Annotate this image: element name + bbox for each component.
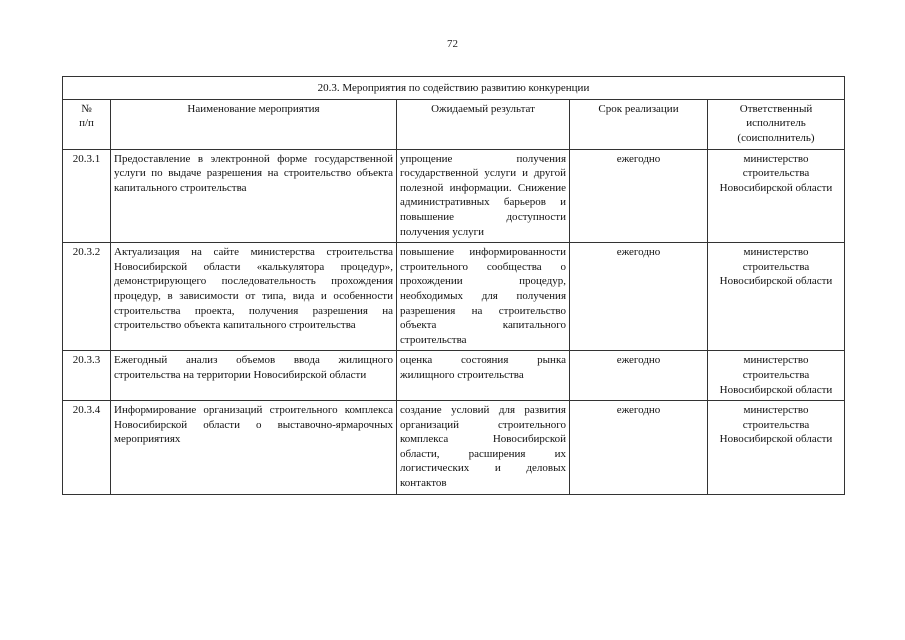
- row-term: ежегодно: [570, 149, 708, 243]
- section-title: 20.3. Мероприятия по содействию развитию конкуренции: [63, 77, 845, 100]
- header-num: [63, 99, 111, 149]
- row-responsible: министерство строительства Новосибирской области: [708, 243, 845, 351]
- table-row: [63, 149, 845, 243]
- page-number: 72: [447, 38, 458, 50]
- table-row: [63, 401, 845, 495]
- row-term: ежегодно: [570, 351, 708, 401]
- header-row: [63, 99, 845, 149]
- row-name: Информирование организаций строительного комплекса Новосибирской области о выставочно-ярмарочных мероприятиях: [111, 401, 397, 495]
- row-result: создание условий для развития организаций строительного комплекса Новосибирской области, расширения их логистических и деловых контактов: [397, 401, 570, 495]
- measures-table: [62, 76, 845, 495]
- row-name: Актуализация на сайте министерства строительства Новосибирской области «калькулятора процедур», демонстрирующего последовательность прохождения процедур, в зависимости от типа, вида и особенности строительства проекта, получения разрешения на строительство объекта капитального строительства: [111, 243, 397, 351]
- table-row: [63, 351, 845, 401]
- row-num: 20.3.2: [63, 243, 111, 351]
- row-num: 20.3.1: [63, 149, 111, 243]
- row-name: Ежегодный анализ объемов ввода жилищного строительства на территории Новосибирской области: [111, 351, 397, 401]
- row-term: ежегодно: [570, 401, 708, 495]
- section-title-row: [63, 77, 845, 100]
- table-row: [63, 243, 845, 351]
- row-num: 20.3.4: [63, 401, 111, 495]
- row-result: оценка состояния рынка жилищного строительства: [397, 351, 570, 401]
- row-result: упрощение получения государственной услуги и другой полезной информации. Снижение административных барьеров и повышение доступности получения услуги: [397, 149, 570, 243]
- row-result: повышение информированности строительного сообщества о прохождении процедур, необходимых для получения разрешения на строительство объекта капитального строительства: [397, 243, 570, 351]
- row-responsible: министерство строительства Новосибирской области: [708, 149, 845, 243]
- row-responsible: министерство строительства Новосибирской области: [708, 401, 845, 495]
- header-responsible: Ответственный исполнитель (соисполнитель): [708, 99, 845, 149]
- header-num-label: № п/п: [79, 102, 94, 130]
- row-term: ежегодно: [570, 243, 708, 351]
- header-term: Срок реализации: [570, 99, 708, 149]
- row-responsible: министерство строительства Новосибирской области: [708, 351, 845, 401]
- header-name: Наименование мероприятия: [111, 99, 397, 149]
- row-name: Предоставление в электронной форме государственной услуги по выдаче разрешения на строительство объекта капитального строительства: [111, 149, 397, 243]
- row-num: 20.3.3: [63, 351, 111, 401]
- header-result: Ожидаемый результат: [397, 99, 570, 149]
